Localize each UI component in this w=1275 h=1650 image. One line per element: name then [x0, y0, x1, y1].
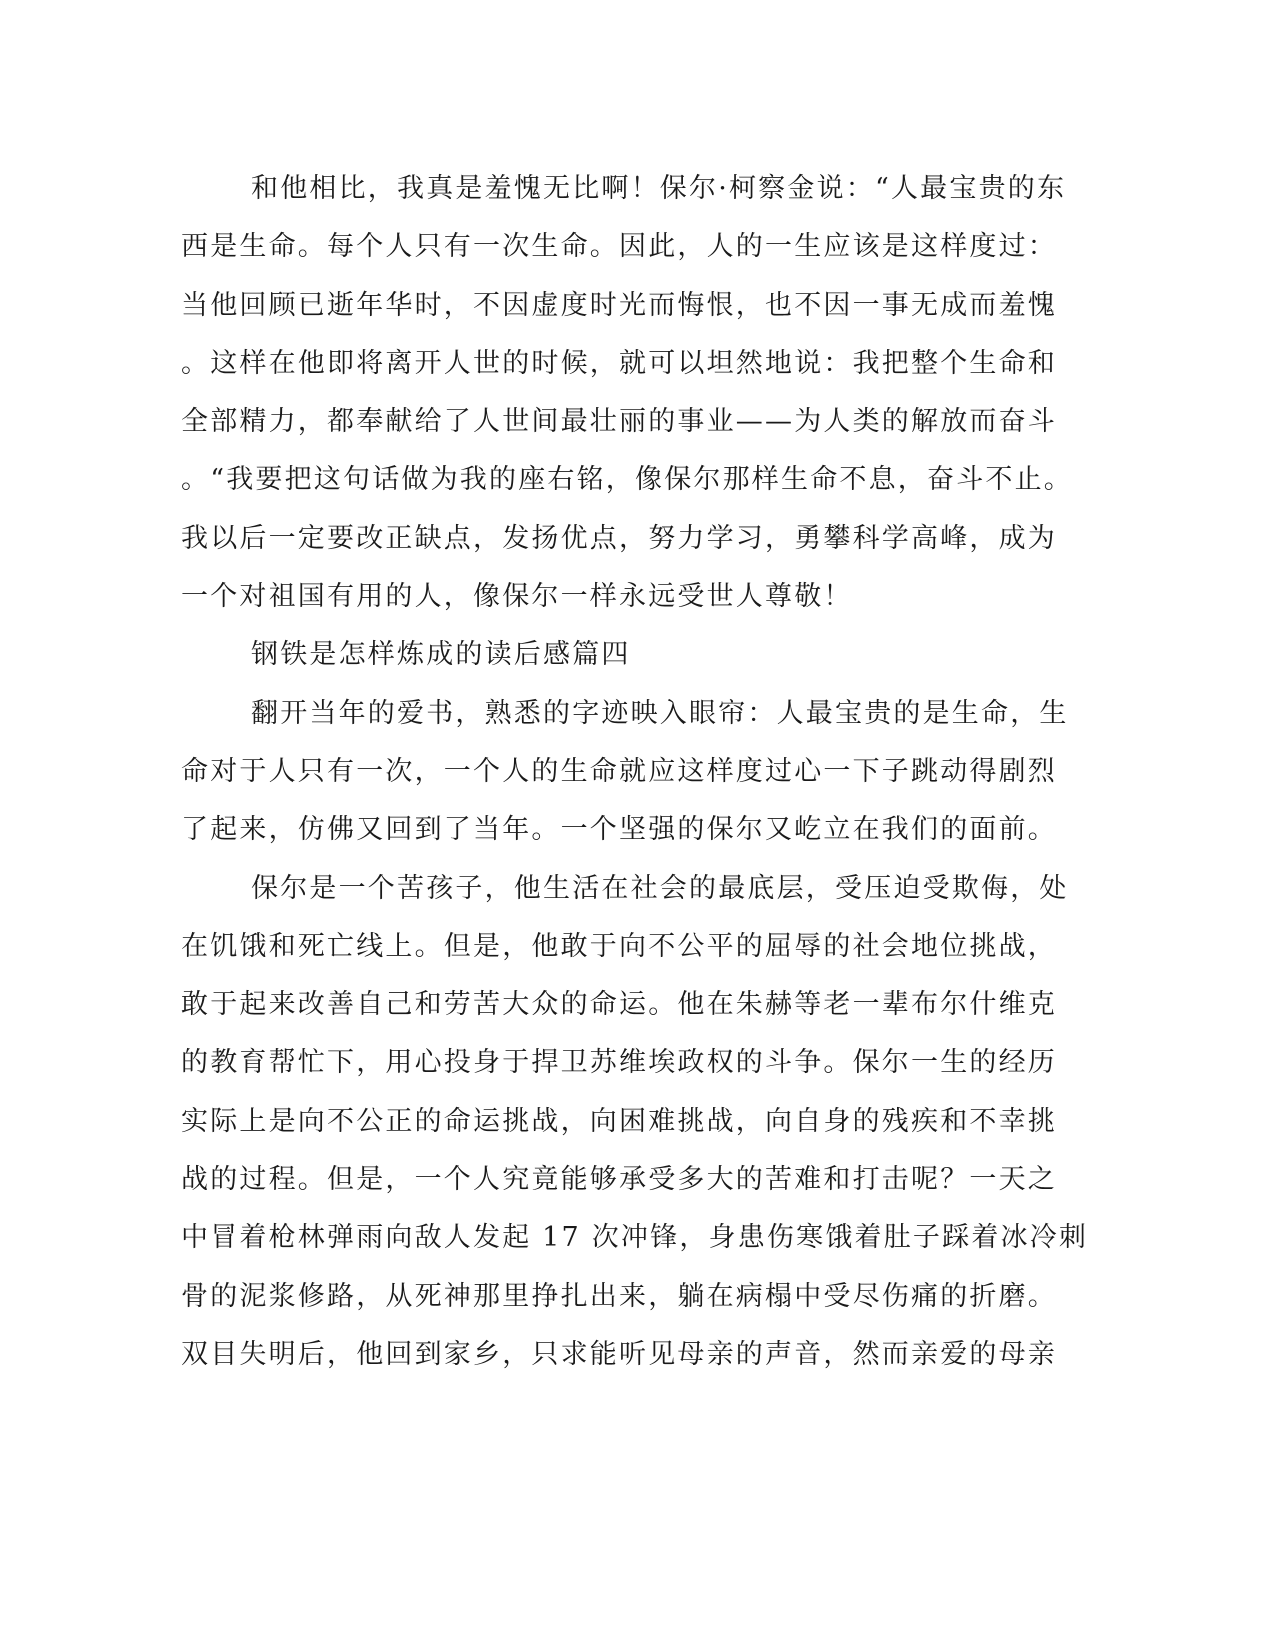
text-line: 我以后一定要改正缺点，发扬优点，努力学习，勇攀科学高峰，成为: [181, 522, 1057, 554]
text-line: 骨的泥浆修路，从死神那里挣扎出来，躺在病榻中受尽伤痛的折磨。: [181, 1280, 1057, 1312]
text-line: 战的过程。但是，一个人究竟能够承受多大的苦难和打击呢？一天之: [181, 1164, 1057, 1196]
text-line: 在饥饿和死亡线上。但是，他敢于向不公平的屈辱的社会地位挑战，: [181, 930, 1057, 962]
text-line: 双目失明后，他回到家乡，只求能听见母亲的声音，然而亲爱的母亲: [181, 1338, 1057, 1370]
text-line: 保尔是一个苦孩子，他生活在社会的最底层，受压迫受欺侮，处: [251, 872, 1069, 904]
text-line: 中冒着枪林弹雨向敌人发起 17 次冲锋，身患伤寒饿着肚子踩着冰冷刺: [181, 1222, 1089, 1254]
document-body: [181, 160, 1089, 1384]
text-line: 命对于人只有一次，一个人的生命就应这样度过心一下子跳动得剧烈: [181, 755, 1057, 787]
text-line: 实际上是向不公正的命运挑战，向困难挑战，向自身的残疾和不幸挑: [181, 1105, 1057, 1137]
text-line: 。这样在他即将离开人世的时候，就可以坦然地说：我把整个生命和: [181, 347, 1057, 379]
text-line: 西是生命。每个人只有一次生命。因此，人的一生应该是这样度过：: [181, 231, 1057, 263]
text-line: 敢于起来改善自己和劳苦大众的命运。他在朱赫等老一辈布尔什维克: [181, 989, 1057, 1021]
text-line: 和他相比，我真是羞愧无比啊！保尔·柯察金说：“人最宝贵的东: [251, 173, 1067, 204]
section-heading: 钢铁是怎样炼成的读后感篇四: [251, 639, 631, 671]
text-line: 。“我要把这句话做为我的座右铭，像保尔那样生命不息，奋斗不止。: [181, 464, 1074, 496]
text-line: 了起来，仿佛又回到了当年。一个坚强的保尔又屹立在我们的面前。: [181, 814, 1057, 846]
text-line: 的教育帮忙下，用心投身于捍卫苏维埃政权的斗争。保尔一生的经历: [181, 1047, 1057, 1079]
text-line: 一个对祖国有用的人，像保尔一样永远受世人尊敬！: [181, 581, 853, 613]
text-line: 翻开当年的爱书，熟悉的字迹映入眼帘：人最宝贵的是生命，生: [251, 697, 1069, 729]
text-line: 全部精力，都奉献给了人世间最壮丽的事业——为人类的解放而奋斗: [181, 406, 1057, 438]
text-line: 当他回顾已逝年华时，不因虚度时光而悔恨，也不因一事无成而羞愧: [181, 289, 1057, 321]
